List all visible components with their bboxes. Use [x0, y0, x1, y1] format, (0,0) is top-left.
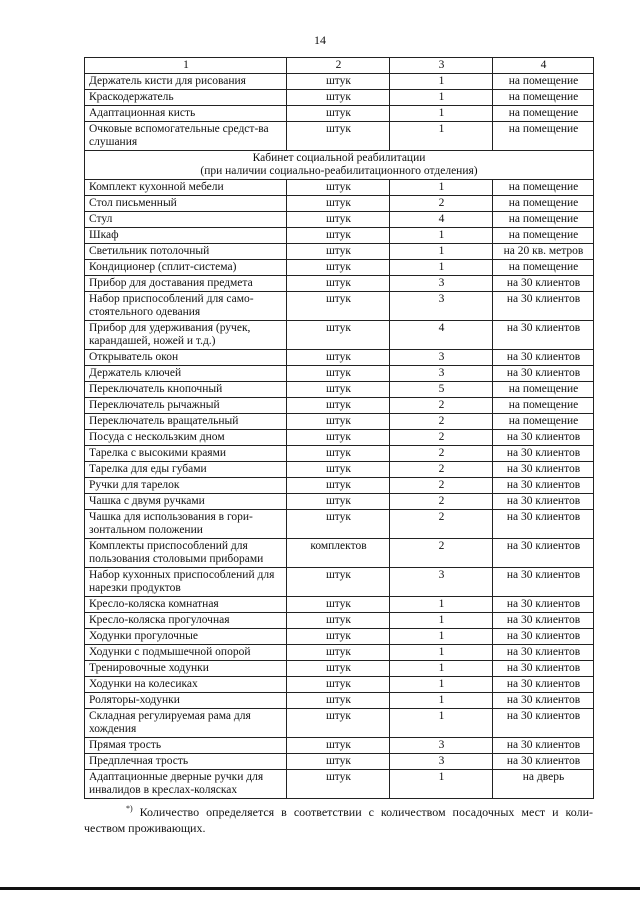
header-col-1: 1 — [85, 58, 287, 74]
unit-cell: штук — [287, 770, 390, 799]
table-row — [85, 754, 594, 770]
header-col-4: 4 — [493, 58, 594, 74]
unit-cell: штук — [287, 212, 390, 228]
quantity-cell: 2 — [390, 494, 493, 510]
unit-cell: штук — [287, 510, 390, 539]
unit-cell: штук — [287, 693, 390, 709]
footnote — [84, 801, 593, 836]
norm-cell: на 30 клиентов — [493, 462, 594, 478]
quantity-cell: 1 — [390, 661, 493, 677]
norm-cell: на помещение — [493, 90, 594, 106]
table-row — [85, 539, 594, 568]
quantity-cell: 2 — [390, 462, 493, 478]
unit-cell: штук — [287, 677, 390, 693]
quantity-cell: 3 — [390, 366, 493, 382]
quantity-cell: 2 — [390, 446, 493, 462]
norm-cell: на помещение — [493, 106, 594, 122]
quantity-cell: 3 — [390, 276, 493, 292]
table-row — [85, 106, 594, 122]
item-name-cell: Чашка для использования в гори-зонтальном положении — [85, 510, 287, 539]
unit-cell: штук — [287, 244, 390, 260]
norm-cell: на 30 клиентов — [493, 430, 594, 446]
item-name-cell: Ходунки с подмышечной опорой — [85, 645, 287, 661]
quantity-cell: 3 — [390, 568, 493, 597]
norm-cell: на 30 клиентов — [493, 613, 594, 629]
unit-cell: штук — [287, 446, 390, 462]
unit-cell: штук — [287, 629, 390, 645]
table-row — [85, 350, 594, 366]
unit-cell: штук — [287, 738, 390, 754]
unit-cell: штук — [287, 292, 390, 321]
table-row — [85, 74, 594, 90]
norm-cell: на дверь — [493, 770, 594, 799]
norm-cell: на 30 клиентов — [493, 366, 594, 382]
unit-cell: штук — [287, 414, 390, 430]
quantity-cell: 1 — [390, 677, 493, 693]
table-row — [85, 597, 594, 613]
quantity-cell: 3 — [390, 350, 493, 366]
table-row — [85, 414, 594, 430]
norm-cell: на 30 клиентов — [493, 446, 594, 462]
norm-cell: на 30 клиентов — [493, 738, 594, 754]
item-name-cell: Комплект кухонной мебели — [85, 180, 287, 196]
item-name-cell: Прибор для доставания предмета — [85, 276, 287, 292]
table-row — [85, 661, 594, 677]
unit-cell: штук — [287, 74, 390, 90]
table-row — [85, 260, 594, 276]
table-row — [85, 462, 594, 478]
unit-cell: штук — [287, 613, 390, 629]
item-name-cell: Кресло-коляска прогулочная — [85, 613, 287, 629]
table-row — [85, 398, 594, 414]
norm-cell: на 30 клиентов — [493, 645, 594, 661]
norm-cell: на 30 клиентов — [493, 661, 594, 677]
item-name-cell: Кондиционер (сплит-система) — [85, 260, 287, 276]
table-row — [85, 645, 594, 661]
norm-cell: на 30 клиентов — [493, 568, 594, 597]
quantity-cell: 1 — [390, 244, 493, 260]
table-row — [85, 321, 594, 350]
item-name-cell: Держатель ключей — [85, 366, 287, 382]
quantity-cell: 1 — [390, 180, 493, 196]
item-name-cell: Тренировочные ходунки — [85, 661, 287, 677]
table-row — [85, 180, 594, 196]
item-name-cell: Переключатель кнопочный — [85, 382, 287, 398]
header-col-3: 3 — [390, 58, 493, 74]
quantity-cell: 2 — [390, 478, 493, 494]
table-row — [85, 446, 594, 462]
quantity-cell: 1 — [390, 709, 493, 738]
equipment-table — [84, 57, 594, 799]
item-name-cell: Стол письменный — [85, 196, 287, 212]
item-name-cell: Ходунки прогулочные — [85, 629, 287, 645]
unit-cell: штук — [287, 196, 390, 212]
item-name-cell: Комплекты приспособлений для пользования столовыми приборами — [85, 539, 287, 568]
norm-cell: на помещение — [493, 260, 594, 276]
unit-cell: штук — [287, 597, 390, 613]
norm-cell: на 30 клиентов — [493, 677, 594, 693]
section-title-line: Кабинет социальной реабилитации — [252, 152, 426, 164]
unit-cell: штук — [287, 398, 390, 414]
quantity-cell: 1 — [390, 74, 493, 90]
table-row — [85, 382, 594, 398]
page-number: 14 — [314, 33, 326, 47]
unit-cell: штук — [287, 90, 390, 106]
quantity-cell: 1 — [390, 597, 493, 613]
norm-cell: на 30 клиентов — [493, 539, 594, 568]
norm-cell: на 30 клиентов — [493, 693, 594, 709]
item-name-cell: Посуда с нескользким дном — [85, 430, 287, 446]
quantity-cell: 1 — [390, 613, 493, 629]
quantity-cell: 1 — [390, 228, 493, 244]
quantity-cell: 1 — [390, 90, 493, 106]
section-row — [85, 151, 594, 180]
bottom-rule — [0, 887, 640, 890]
quantity-cell: 3 — [390, 738, 493, 754]
norm-cell: на помещение — [493, 122, 594, 151]
item-name-cell: Ручки для тарелок — [85, 478, 287, 494]
unit-cell: штук — [287, 478, 390, 494]
table-row — [85, 228, 594, 244]
table-header-row — [85, 58, 594, 74]
unit-cell: штук — [287, 754, 390, 770]
unit-cell: штук — [287, 276, 390, 292]
table-row — [85, 244, 594, 260]
footnote-text: Количество определяется в соответствии с количеством посадочных мест и коли-чеством проживающих. — [84, 805, 593, 835]
norm-cell: на 30 клиентов — [493, 510, 594, 539]
norm-cell: на 30 клиентов — [493, 597, 594, 613]
norm-cell: на помещение — [493, 74, 594, 90]
norm-cell: на 30 клиентов — [493, 478, 594, 494]
item-name-cell: Очковые вспомогательные средст-ва слушания — [85, 122, 287, 151]
unit-cell: штук — [287, 645, 390, 661]
norm-cell: на помещение — [493, 398, 594, 414]
unit-cell: штук — [287, 228, 390, 244]
quantity-cell: 1 — [390, 260, 493, 276]
item-name-cell: Складная регулируемая рама для хождения — [85, 709, 287, 738]
norm-cell: на 30 клиентов — [493, 494, 594, 510]
unit-cell: штук — [287, 661, 390, 677]
norm-cell: на 30 клиентов — [493, 629, 594, 645]
item-name-cell: Кресло-коляска комнатная — [85, 597, 287, 613]
norm-cell: на 30 клиентов — [493, 276, 594, 292]
quantity-cell: 4 — [390, 212, 493, 228]
item-name-cell: Набор приспособлений для само-стоятельного одевания — [85, 292, 287, 321]
item-name-cell: Ходунки на колесиках — [85, 677, 287, 693]
table-row — [85, 770, 594, 799]
item-name-cell: Тарелка с высокими краями — [85, 446, 287, 462]
item-name-cell: Держатель кисти для рисования — [85, 74, 287, 90]
item-name-cell: Переключатель вращательный — [85, 414, 287, 430]
table-row — [85, 613, 594, 629]
item-name-cell: Шкаф — [85, 228, 287, 244]
item-name-cell: Тарелка для еды губами — [85, 462, 287, 478]
item-name-cell: Стул — [85, 212, 287, 228]
norm-cell: на помещение — [493, 180, 594, 196]
norm-cell: на помещение — [493, 228, 594, 244]
norm-cell: на 20 кв. метров — [493, 244, 594, 260]
norm-cell: на помещение — [493, 212, 594, 228]
norm-cell: на 30 клиентов — [493, 709, 594, 738]
norm-cell: на 30 клиентов — [493, 292, 594, 321]
table-row — [85, 212, 594, 228]
unit-cell: штук — [287, 709, 390, 738]
unit-cell: штук — [287, 321, 390, 350]
table-row — [85, 292, 594, 321]
quantity-cell: 5 — [390, 382, 493, 398]
quantity-cell: 1 — [390, 645, 493, 661]
table-row — [85, 122, 594, 151]
table-row — [85, 738, 594, 754]
item-name-cell: Светильник потолочный — [85, 244, 287, 260]
quantity-cell: 3 — [390, 292, 493, 321]
table-row — [85, 90, 594, 106]
item-name-cell: Прямая трость — [85, 738, 287, 754]
table-row — [85, 478, 594, 494]
quantity-cell: 1 — [390, 106, 493, 122]
norm-cell: на помещение — [493, 196, 594, 212]
table-row — [85, 430, 594, 446]
quantity-cell: 2 — [390, 539, 493, 568]
item-name-cell: Краскодержатель — [85, 90, 287, 106]
unit-cell: штук — [287, 366, 390, 382]
norm-cell: на 30 клиентов — [493, 350, 594, 366]
unit-cell: штук — [287, 568, 390, 597]
item-name-cell: Адаптационные дверные ручки для инвалидов в креслах-колясках — [85, 770, 287, 799]
unit-cell: штук — [287, 494, 390, 510]
table-row — [85, 693, 594, 709]
table-row — [85, 366, 594, 382]
footnote-marker: *) — [126, 804, 133, 813]
norm-cell: на помещение — [493, 382, 594, 398]
item-name-cell: Набор кухонных приспособлений для нарезки продуктов — [85, 568, 287, 597]
norm-cell: на помещение — [493, 414, 594, 430]
unit-cell: штук — [287, 180, 390, 196]
header-col-2: 2 — [287, 58, 390, 74]
table-row — [85, 629, 594, 645]
quantity-cell: 2 — [390, 414, 493, 430]
quantity-cell: 2 — [390, 196, 493, 212]
unit-cell: штук — [287, 350, 390, 366]
table-row — [85, 568, 594, 597]
item-name-cell: Прибор для удерживания (ручек, карандашей, ножей и т.д.) — [85, 321, 287, 350]
quantity-cell: 3 — [390, 754, 493, 770]
quantity-cell: 2 — [390, 430, 493, 446]
table-row — [85, 494, 594, 510]
section-title — [85, 151, 594, 180]
item-name-cell: Чашка с двумя ручками — [85, 494, 287, 510]
item-name-cell: Открыватель окон — [85, 350, 287, 366]
unit-cell: штук — [287, 260, 390, 276]
item-name-cell: Роляторы-ходунки — [85, 693, 287, 709]
unit-cell: штук — [287, 382, 390, 398]
quantity-cell: 2 — [390, 510, 493, 539]
quantity-cell: 1 — [390, 122, 493, 151]
quantity-cell: 1 — [390, 693, 493, 709]
quantity-cell: 1 — [390, 629, 493, 645]
table-row — [85, 677, 594, 693]
quantity-cell: 4 — [390, 321, 493, 350]
table-row — [85, 709, 594, 738]
item-name-cell: Предплечная трость — [85, 754, 287, 770]
unit-cell: комплектов — [287, 539, 390, 568]
norm-cell: на 30 клиентов — [493, 321, 594, 350]
table-row — [85, 196, 594, 212]
item-name-cell: Адаптационная кисть — [85, 106, 287, 122]
norm-cell: на 30 клиентов — [493, 754, 594, 770]
unit-cell: штук — [287, 430, 390, 446]
unit-cell: штук — [287, 106, 390, 122]
section-title-line: (при наличии социально-реабилитационного отделения) — [200, 165, 478, 177]
quantity-cell: 2 — [390, 398, 493, 414]
quantity-cell: 1 — [390, 770, 493, 799]
unit-cell: штук — [287, 462, 390, 478]
item-name-cell: Переключатель рычажный — [85, 398, 287, 414]
table-row — [85, 276, 594, 292]
unit-cell: штук — [287, 122, 390, 151]
table-row — [85, 510, 594, 539]
